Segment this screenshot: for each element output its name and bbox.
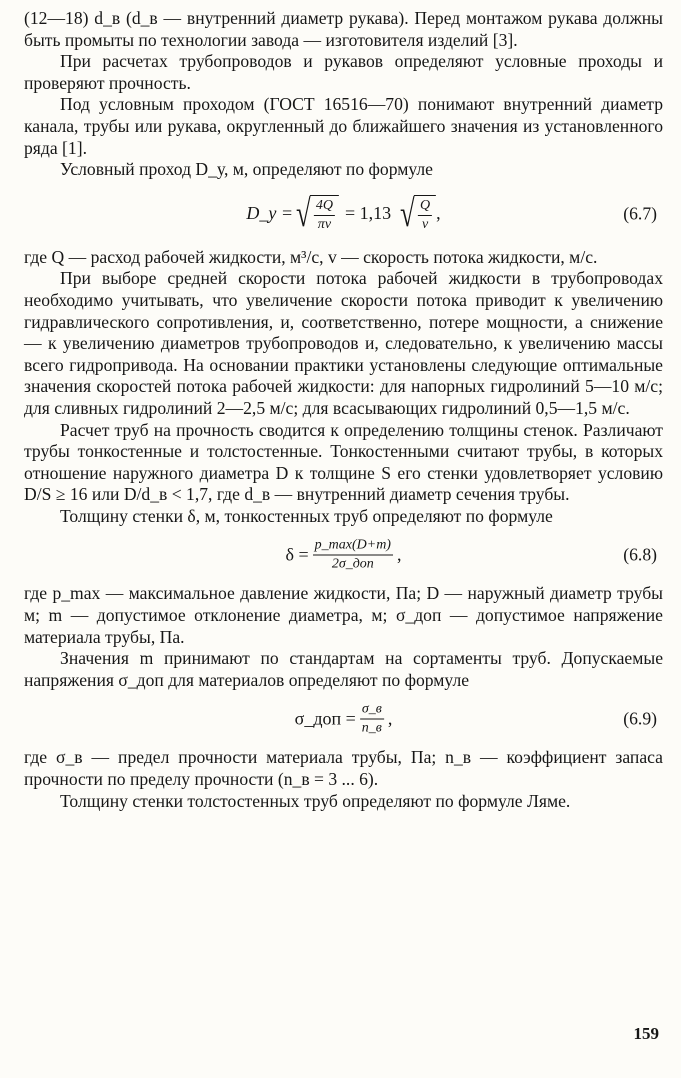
radical-body [310,195,339,233]
fraction [313,538,393,573]
fraction-numerator: 4Q [314,198,335,216]
paragraph: При выборе средней скорости потока рабочей жидкости в трубопроводах необходимо учитывать, что увеличение скорости потока приводит к увеличению гидравлического сопротивления, и, соответственно, потере мощности, а снижение — к увеличению диаметров трубопроводов и, следовательно, к увеличению массы всего гидропривода. На основании практики установлены следующие оптимальные значения скоростей потока рабочей жидкости: для напорных гидролиний 5—10 м/с; для сливных гидролиний 2—2,5 м/с; для всасывающих гидролиний 0,5—1,5 м/с. [24,268,663,418]
formula [246,192,441,235]
fraction-denominator: 2σ_доп [331,556,374,572]
radical-sign: √ [400,192,415,235]
paragraph: Под условным проходом (ГОСТ 16516—70) понимают внутренний диаметр канала, трубы или рукава, округленный до ближайшего значения из установленного ряда [1]. [24,94,663,158]
paragraph: Толщину стенки толстостенных труб определяют по формуле Ляме. [60,790,571,811]
fraction [314,198,335,233]
equation-number: (6.9) [623,708,657,729]
paragraph: где σ_в — предел прочности материала трубы, Па; n_в — коэффициент запаса прочности по пределу прочности (n_в = 3 ... 6). [24,747,663,790]
formula-lhs: D_у = [246,203,294,224]
radical-body [414,195,436,233]
formula-lhs: δ = [285,544,309,565]
equation-6-7 [24,181,663,247]
page-number: 159 [633,1024,659,1043]
paragraph: Значения m принимают по стандартам на сортаменты труб. Допускаемые напряжения σ_доп для материалов определяют по формуле [24,648,663,690]
formula-tail: , [436,203,441,224]
equation-6-9 [24,691,663,747]
formula-middle: = 1,13 [344,203,392,224]
formula-tail: , [387,708,393,729]
paragraph: (12—18) d_в (d_в — внутренний диаметр рукава). Перед монтажом рукава должны быть промыты по технологии завода — изготовителя изделий [3]. [24,8,663,50]
fraction-numerator: Q [418,198,432,216]
fraction-numerator: σ_в [360,702,384,720]
paragraph: где Q — расход рабочей жидкости, м³/с, v — скорость потока жидкости, м/с. [24,246,598,267]
paragraph: Условный проход D_у, м, определяют по формуле [60,159,433,180]
fraction-numerator: p_max(D+m) [313,538,393,556]
equation-6-8 [24,527,663,583]
radical-sign: √ [296,192,311,235]
fraction-denominator: πv [317,216,332,232]
fraction [418,198,432,233]
formula [295,702,393,737]
paragraph: Толщину стенки δ, м, тонкостенных труб определяют по формуле [60,505,553,526]
paragraph: где p_max — максимальное давление жидкости, Па; D — наружный диаметр трубы м; m — допустимое отклонение диаметра, м; σ_доп — допустимое напряжение материала трубы, Па. [24,583,663,647]
fraction-denominator: v [421,216,429,232]
formula-tail: , [396,544,402,565]
fraction [360,702,384,737]
formula-lhs: σ_доп = [294,708,356,729]
equation-number: (6.7) [623,203,657,224]
paragraph: При расчетах трубопроводов и рукавов определяют условные проходы и проверяют прочность. [24,51,663,93]
formula [286,538,402,573]
fraction-denominator: n_в [361,720,382,736]
paragraph: Расчет труб на прочность сводится к определению толщины стенок. Различают трубы тонкостенные и толстостенные. Тонкостенными считают трубы, в которых отношение наружного диаметра D к толщине S его стенки удовлетворяет условию D/S ≥ 16 или D/d_в < 1,7, где d_в — внутренний диаметр сечения трубы. [24,419,663,505]
equation-number: (6.8) [623,544,657,565]
